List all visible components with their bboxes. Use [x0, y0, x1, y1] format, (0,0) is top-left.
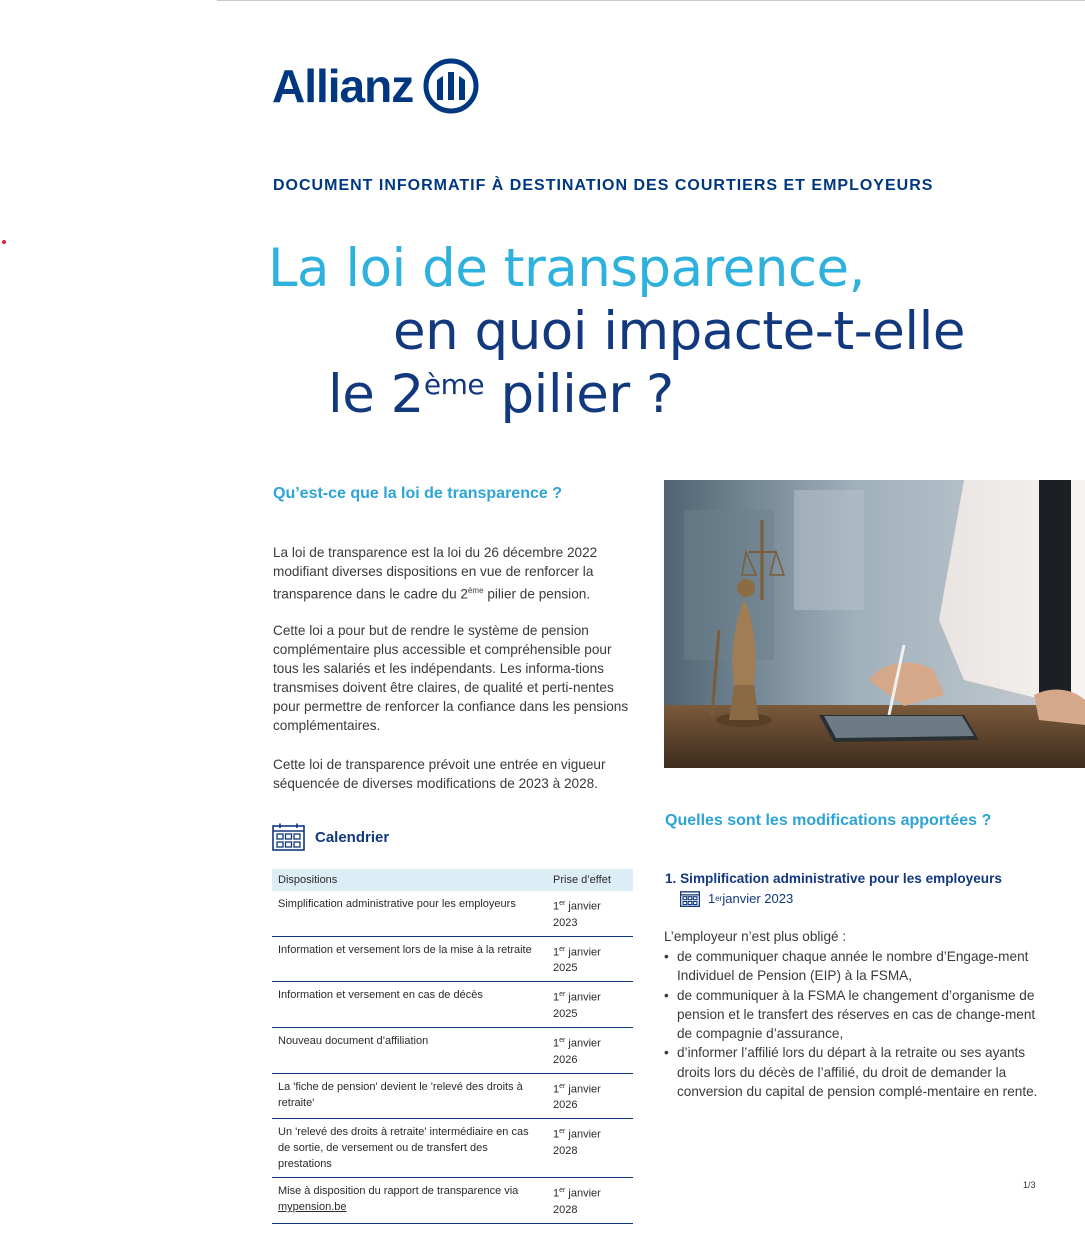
date-sup: er — [559, 900, 566, 907]
headline-line-1: La loi de transparence, — [268, 238, 865, 299]
table-row — [272, 936, 633, 982]
allianz-logo — [272, 58, 479, 114]
headline-line-3-post: pilier ? — [484, 364, 674, 425]
calendar-icon — [272, 823, 305, 851]
date-text: janvier 2026 — [553, 1037, 601, 1066]
date-day: 1 — [553, 900, 560, 913]
headline-line-3-sup: ème — [423, 368, 485, 401]
calendar-table — [272, 869, 633, 1224]
document-label: DOCUMENT INFORMATIF À DESTINATION DES COURTIERS ET EMPLOYEURS — [273, 177, 934, 194]
date-sup: er — [559, 991, 566, 999]
table-cell-date — [539, 1027, 633, 1073]
modification-1-title: 1. Simplification administrative pour les employeurs — [665, 871, 1002, 886]
table-cell-disposition: Information et versement en cas de décès — [272, 982, 539, 1028]
calendar-heading — [272, 823, 389, 851]
paragraph-definition-text: La loi de transparence est la loi du 26 décembre 2022 modifiant diverses dispositions en vue de renforcer la transparence dans le cadre du 2 — [273, 545, 598, 602]
column-header-dispositions: Dispositions — [272, 869, 539, 891]
table-cell-disposition: La 'fiche de pension' devient le 'relevé des droits à retraite' — [272, 1073, 539, 1119]
list-item: • de communiquer chaque année le nombre d’Engage-ment Individuel de Pension (EIP) à la FSMA, — [664, 947, 1044, 986]
headline-line-3 — [328, 364, 674, 425]
headline-line-3-pre: le 2 — [328, 364, 424, 425]
table-cell-disposition: Information et versement lors de la mise à la retraite — [272, 936, 539, 982]
date-sup: er — [559, 1128, 566, 1136]
table-header-row — [272, 869, 633, 891]
table-cell-date — [539, 1073, 633, 1119]
paragraph-definition — [273, 543, 633, 604]
table-cell-date — [539, 982, 633, 1028]
table-cell-disposition: Nouveau document d’affiliation — [272, 1027, 539, 1073]
table-cell-disposition: Un 'relevé des droits à retraite' intermédiaire en cas de sortie, de versement ou de transfert des prestations — [272, 1119, 539, 1178]
margin-dot — [2, 240, 6, 244]
date-sup: er — [559, 945, 566, 953]
employer-obligations-list — [664, 947, 1044, 1101]
date-day: 1 — [553, 1187, 560, 1200]
date-day: 1 — [553, 1128, 560, 1141]
calendar-label: Calendrier — [315, 828, 390, 846]
paragraph-purpose: Cette loi a pour but de rendre le système de pension complémentaire plus accessible et compréhensible pour tous les salariés et les indépendants. Les informa-tions transmises doivent être claires, de qualité et perti-nentes pour permettre de renforcer la confiance dans les pensions complémentaires. — [273, 623, 629, 733]
table-cell-date — [539, 1178, 633, 1224]
date-text: janvier 2025 — [553, 946, 601, 975]
table-row — [272, 982, 633, 1028]
column-header-effective-date: Prise d’effet — [539, 869, 633, 891]
date-sup: er — [559, 1082, 566, 1090]
modification-1-date — [680, 890, 793, 907]
allianz-eagle-icon — [423, 58, 479, 114]
table-row — [272, 891, 633, 936]
paragraph-definition-sup: ème — [467, 586, 484, 595]
date-sup: er — [559, 1187, 566, 1195]
date-day: 1 — [553, 1037, 560, 1050]
table-cell-date — [539, 891, 633, 936]
mod1-date-sup: er — [715, 894, 723, 903]
date-day: 1 — [553, 991, 560, 1004]
list-item: • de communiquer à la FSMA le changement d’organisme de pension et le transfert des réserves en cas de change-ment de compagnie d’assurance, — [664, 986, 1044, 1044]
top-rule — [217, 0, 1085, 1]
table-row — [272, 1119, 633, 1178]
employer-intro: L’employeur n’est plus obligé : — [664, 929, 847, 944]
justice-statue-photo — [664, 480, 1085, 768]
mod1-date-day: 1 — [708, 891, 716, 906]
headline-line-2: en quoi impacte-t-elle — [393, 301, 965, 362]
mypension-link[interactable]: mypension.be — [278, 1201, 347, 1214]
date-text: janvier 2028 — [553, 1128, 601, 1157]
table-row — [272, 1073, 633, 1119]
section-heading-modifications: Quelles sont les modifications apportées ? — [665, 812, 992, 829]
date-day: 1 — [553, 1083, 560, 1096]
page-number: 1/3 — [1023, 1180, 1036, 1190]
list-item: • d’informer l’affilié lors du départ à la retraite ou ses ayants droits lors du décès de l’affilié, du droit de demander la conversion du capital de pension complé-mentaire en rente. — [664, 1043, 1044, 1101]
date-sup: er — [559, 1036, 566, 1044]
table-cell-disposition — [272, 1178, 539, 1224]
mod1-date-text: janvier 2023 — [722, 891, 794, 906]
paragraph-timeline: Cette loi de transparence prévoit une entrée en vigueur séquencée de diverses modifications de 2023 à 2028. — [273, 757, 606, 791]
paragraph-definition-end: pilier de pension. — [483, 586, 591, 602]
date-day: 1 — [553, 946, 560, 959]
date-text: janvier 2023 — [553, 900, 601, 929]
date-text: janvier 2026 — [553, 1083, 601, 1112]
table-cell-date — [539, 936, 633, 982]
table-row — [272, 1027, 633, 1073]
logo-wordmark: Allianz — [272, 60, 414, 112]
calendar-small-icon — [680, 890, 700, 907]
section-heading-what-is: Qu’est-ce que la loi de transparence ? — [273, 485, 562, 502]
disposition-text: Mise à disposition du rapport de transparence via — [278, 1185, 519, 1198]
table-cell-date — [539, 1119, 633, 1178]
date-text: janvier 2028 — [553, 1187, 601, 1216]
table-cell-disposition: Simplification administrative pour les employeurs — [272, 891, 539, 936]
date-text: janvier 2025 — [553, 991, 601, 1020]
table-row — [272, 1178, 633, 1224]
